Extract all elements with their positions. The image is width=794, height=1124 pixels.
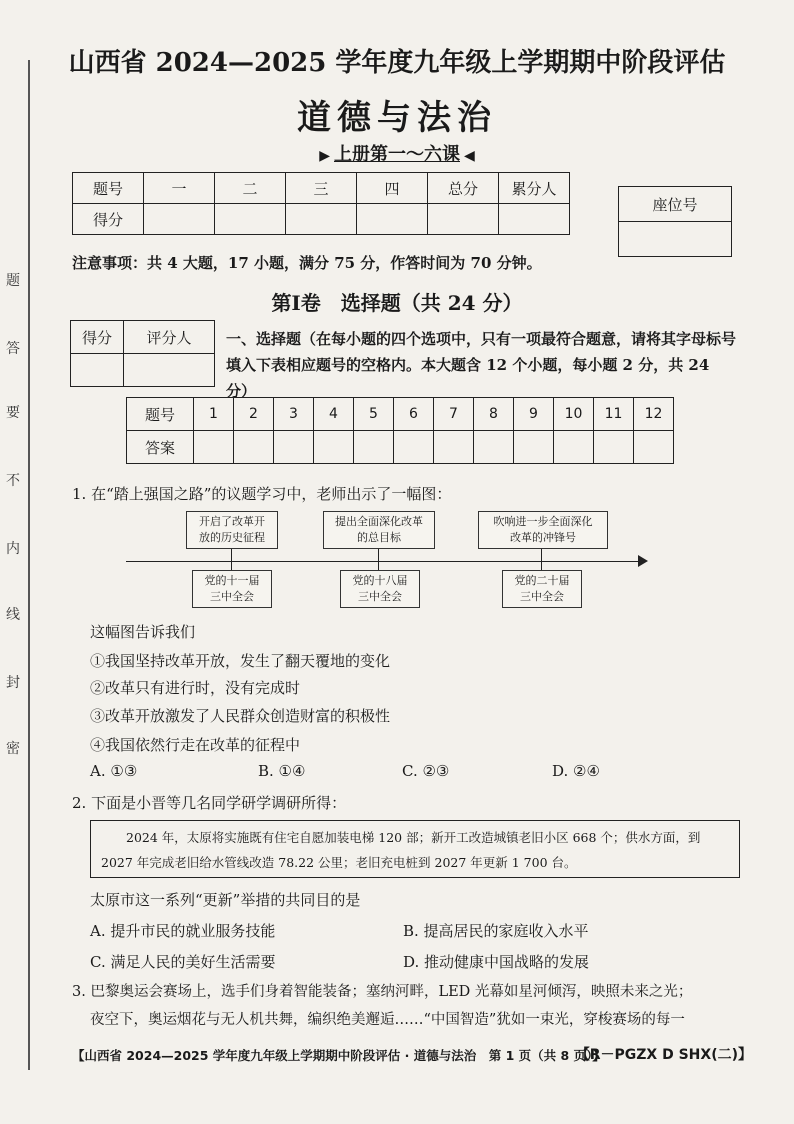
binding-margin-char: 不: [6, 473, 20, 489]
timeline-connector: [541, 549, 542, 561]
score-header-cell: 累分人: [499, 173, 570, 204]
answer-number-cell: 12: [634, 398, 674, 431]
q2-stem: 2. 下面是小晋等几名同学研学调研所得：: [72, 794, 347, 812]
timeline-event-3: 吹响进一步全面深化 改革的冲锋号: [478, 511, 608, 549]
answer-input-cell[interactable]: [474, 431, 514, 464]
q1-item-3: ③改革开放激发了人民群众创造财富的积极性: [90, 707, 391, 725]
q1-item-2: ②改革只有进行时，没有完成时: [90, 679, 301, 697]
q2-quote-box: [90, 820, 740, 878]
grader-table: [70, 320, 215, 387]
binding-margin-char: 答: [6, 341, 20, 357]
answer-number-cell: 3: [274, 398, 314, 431]
answer-number-cell: 7: [434, 398, 474, 431]
seat-cell[interactable]: [619, 222, 732, 257]
binding-margin-char: 题: [6, 273, 20, 289]
q1-item-4: ④我国依然行走在改革的征程中: [90, 736, 301, 754]
answer-number-cell: 11: [594, 398, 634, 431]
q1-option-a[interactable]: A. ①③: [90, 762, 138, 780]
triangle-left-icon: ◀: [464, 148, 475, 164]
q1-option-b[interactable]: B. ①④: [258, 762, 306, 780]
score-header-cell: 四: [357, 173, 428, 204]
answer-input-cell[interactable]: [634, 431, 674, 464]
scope-text: 上册第一～六课: [334, 144, 460, 165]
answer-input-cell[interactable]: [594, 431, 634, 464]
section-instructions: 一、选择题（在每小题的四个选项中，只有一项最符合题意，请将其字母标号填入下表相应题号的空格内。本大题含 12 个小题，每小题 2 分，共 24 分）: [226, 330, 737, 400]
binding-margin-char: 内: [6, 541, 20, 557]
answer-input-cell[interactable]: [234, 431, 274, 464]
notice: 注意事项：共 4 大题，17 小题，满分 75 分，作答时间为 70 分钟。: [72, 254, 542, 272]
timeline-meeting-1: 党的十一届 三中全会: [192, 570, 272, 608]
q1-question: 这幅图告诉我们: [90, 623, 196, 641]
q3-line-1: 3. 巴黎奥运会赛场上，选手们身着智能装备；塞纳河畔，LED 光幕如星河倾泻，映照未来之光；: [72, 984, 693, 1000]
q3-line-2: 夜空下，奥运烟花与无人机共舞，编织绝美邂逅……“中国智造”犹如一束光，穿梭赛场的每一: [90, 1012, 685, 1028]
answer-input-cell[interactable]: [194, 431, 234, 464]
timeline-meeting-3: 党的二十届 三中全会: [502, 570, 582, 608]
score-header-cell: 题号: [73, 173, 144, 204]
scope-label: [0, 140, 794, 166]
q2-quote-line-1: 2024 年，太原将实施既有住宅自愿加装电梯 120 部；新开工改造城镇老旧小区 668 个；供水方面，到: [126, 830, 701, 845]
timeline-axis: [126, 561, 641, 562]
answer-number-cell: 4: [314, 398, 354, 431]
answer-table: [126, 397, 674, 464]
footer-code: 【R－PGZX D SHX(二)】: [575, 1047, 752, 1063]
q2-question: 太原市这一系列“更新”举措的共同目的是: [90, 891, 361, 909]
q2-option-c[interactable]: C. 满足人民的美好生活需要: [90, 953, 276, 971]
q2-quote-line-2: 2027 年完成老旧给水管线改造 78.22 公里；老旧充电桩到 2027 年更新 1 700 台。: [101, 855, 577, 870]
answer-input-cell[interactable]: [354, 431, 394, 464]
arrow-right-icon: [638, 555, 648, 567]
answer-number-cell: 5: [354, 398, 394, 431]
footer-text: 【山西省 2024—2025 学年度九年级上学期期中阶段评估 · 道德与法治 第 1 页（共 8 页）】: [72, 1048, 605, 1063]
exam-title: 山西省 2024—2025 学年度九年级上学期期中阶段评估: [68, 48, 726, 78]
answer-input-cell[interactable]: [434, 431, 474, 464]
score-row-label: 得分: [73, 204, 144, 235]
q1-stem: 1. 在“踏上强国之路”的议题学习中，老师出示了一幅图：: [72, 485, 452, 503]
answer-input-cell[interactable]: [514, 431, 554, 464]
binding-margin-char: 要: [6, 405, 20, 421]
score-cell[interactable]: [499, 204, 570, 235]
q1-item-1: ①我国坚持改革开放，发生了翻天覆地的变化: [90, 652, 391, 670]
answer-input-cell[interactable]: [274, 431, 314, 464]
grader-score-label: 得分: [71, 321, 124, 354]
grader-name-label: 评分人: [124, 321, 215, 354]
answer-number-cell: 9: [514, 398, 554, 431]
grader-score-cell[interactable]: [71, 354, 124, 387]
answer-input-cell[interactable]: [554, 431, 594, 464]
answer-number-cell: 8: [474, 398, 514, 431]
score-table: [72, 172, 570, 235]
score-cell[interactable]: [428, 204, 499, 235]
binding-margin-char: 密: [6, 741, 20, 757]
timeline-connector: [378, 549, 379, 561]
timeline-event-1: 开启了改革开 放的历史征程: [186, 511, 278, 549]
score-cell[interactable]: [215, 204, 286, 235]
q2-option-b[interactable]: B. 提高居民的家庭收入水平: [403, 922, 589, 940]
score-header-cell: 二: [215, 173, 286, 204]
triangle-right-icon: ▶: [319, 148, 330, 164]
seat-table: [618, 186, 732, 257]
answer-number-cell: 2: [234, 398, 274, 431]
binding-margin-char: 封: [6, 675, 20, 691]
section-title: 第Ⅰ卷 选择题（共 24 分）: [271, 291, 523, 315]
q1-option-c[interactable]: C. ②③: [402, 762, 450, 780]
answer-number-cell: 6: [394, 398, 434, 431]
grader-name-cell[interactable]: [124, 354, 215, 387]
timeline-meeting-2: 党的十八届 三中全会: [340, 570, 420, 608]
timeline-connector: [231, 549, 232, 561]
binding-line: [28, 60, 30, 1070]
seat-label: 座位号: [619, 187, 732, 222]
subject-title: 道德与法治: [297, 98, 497, 138]
page-footer: [72, 1046, 752, 1064]
score-header-cell: 一: [144, 173, 215, 204]
answer-header-label: 题号: [127, 398, 194, 431]
binding-margin-char: 线: [6, 607, 20, 623]
answer-input-cell[interactable]: [314, 431, 354, 464]
q2-option-d[interactable]: D. 推动健康中国战略的发展: [403, 953, 590, 971]
score-header-cell: 总分: [428, 173, 499, 204]
score-cell[interactable]: [357, 204, 428, 235]
score-cell[interactable]: [144, 204, 215, 235]
q1-option-d[interactable]: D. ②④: [552, 762, 600, 780]
answer-row-label: 答案: [127, 431, 194, 464]
score-header-cell: 三: [286, 173, 357, 204]
answer-number-cell: 1: [194, 398, 234, 431]
answer-number-cell: 10: [554, 398, 594, 431]
score-cell[interactable]: [286, 204, 357, 235]
answer-input-cell[interactable]: [394, 431, 434, 464]
timeline-event-2: 提出全面深化改革 的总目标: [323, 511, 435, 549]
q2-option-a[interactable]: A. 提升市民的就业服务技能: [90, 922, 276, 940]
